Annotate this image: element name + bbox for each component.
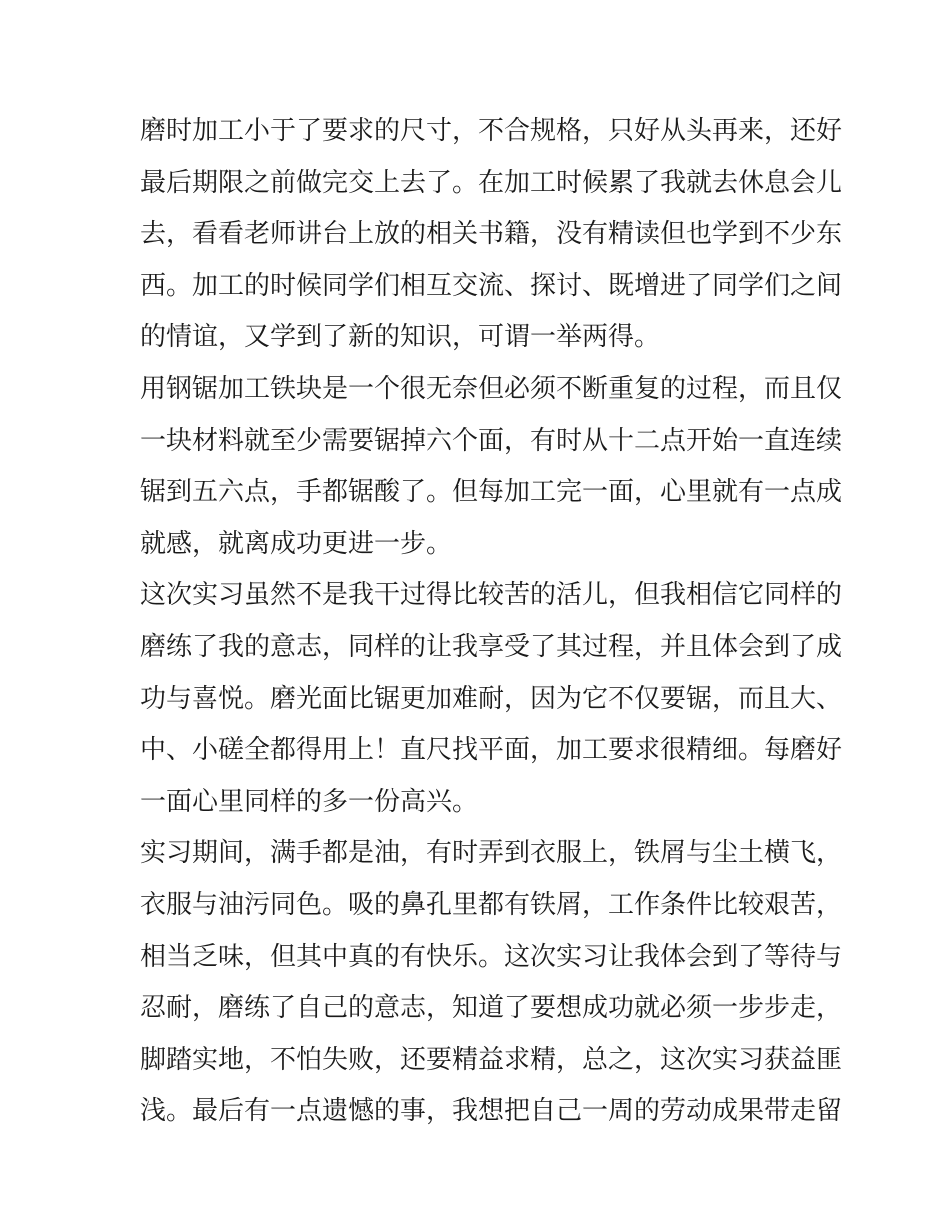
paragraph-3 [140, 570, 843, 828]
text-line: 脚踏实地，不怕失败，还要精益求精，总之，这次实习获益匪 [140, 1044, 843, 1075]
text-line: 西。加工的时候同学们相互交流、探讨、既增进了同学们之间 [140, 270, 843, 301]
text-line: 衣服与油污同色。吸的鼻孔里都有铁屑，工作条件比较艰苦， [140, 889, 843, 920]
text-line: 最后期限之前做完交上去了。在加工时候累了我就去休息会儿 [140, 167, 843, 198]
text-line: 相当乏味，但其中真的有快乐。这次实习让我体会到了等待与 [140, 941, 843, 972]
paragraph-4 [140, 828, 843, 1138]
text-line: 一面心里同样的多一份高兴。 [140, 786, 479, 817]
text-line: 中、小磋全都得用上！直尺找平面，加工要求很精细。每磨好 [140, 735, 843, 766]
text-line: 磨时加工小于了要求的尺寸，不合规格，只好从头再来，还好 [140, 116, 843, 146]
text-line: 就感，就离成功更进一步。 [140, 528, 453, 559]
text-line: 功与喜悦。磨光面比锯更加难耐，因为它不仅要锯，而且大、 [140, 683, 843, 714]
text-line: 实习期间，满手都是油，有时弄到衣服上，铁屑与尘土横飞， [140, 838, 843, 869]
text-line: 一块材料就至少需要锯掉六个面，有时从十二点开始一直连续 [140, 425, 843, 456]
paragraph-2 [140, 364, 843, 570]
text-line: 忍耐，磨练了自己的意志，知道了要想成功就必须一步步走， [140, 993, 843, 1024]
document-body [140, 106, 843, 1138]
text-line: 的情谊，又学到了新的知识，可谓一举两得。 [140, 322, 661, 353]
paragraph-1 [140, 106, 843, 364]
text-line: 这次实习虽然不是我干过得比较苦的活儿，但我相信它同样的 [140, 580, 843, 611]
text-line: 浅。最后有一点遗憾的事，我想把自己一周的劳动成果带走留 [140, 1096, 843, 1127]
text-line: 磨练了我的意志，同样的让我享受了其过程，并且体会到了成 [140, 631, 843, 662]
text-line: 锯到五六点，手都锯酸了。但每加工完一面，心里就有一点成 [140, 477, 843, 508]
text-line: 用钢锯加工铁块是一个很无奈但必须不断重复的过程，而且仅 [140, 373, 843, 404]
text-line: 去，看看老师讲台上放的相关书籍，没有精读但也学到不少东 [140, 219, 843, 250]
